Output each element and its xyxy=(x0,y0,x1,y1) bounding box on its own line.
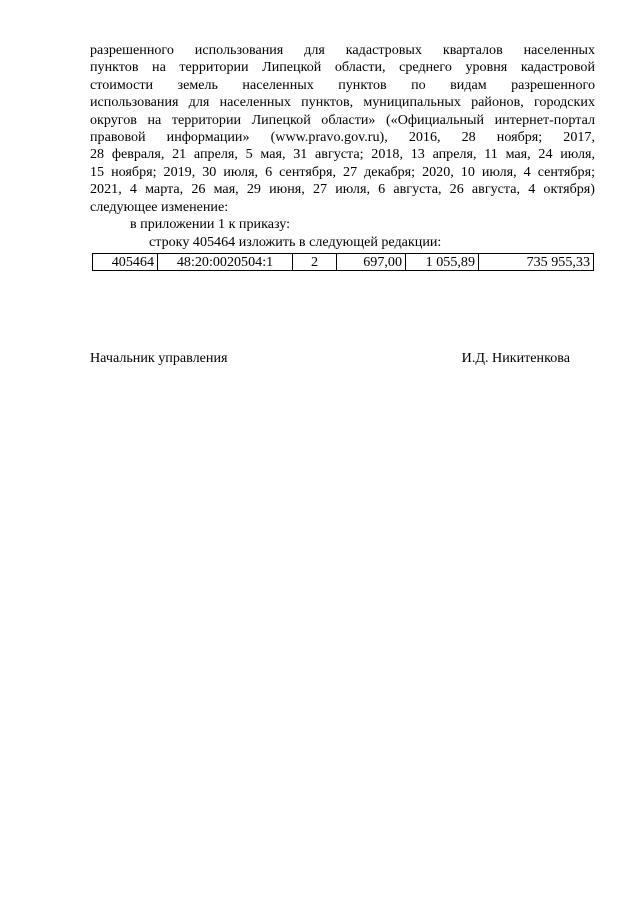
signature-position: Начальник управления xyxy=(90,350,228,366)
data-table xyxy=(92,253,594,271)
cell-value-b: 1 055,89 xyxy=(406,254,479,271)
paragraph-line: 2021, 4 марта, 26 мая, 29 июня, 27 июля, 6 августа, 26 августа, 4 октября) xyxy=(90,181,595,198)
row-instruction: строку 405464 изложить в следующей редакции: xyxy=(149,234,442,250)
main-paragraph xyxy=(90,42,595,216)
paragraph-line: использования для населенных пунктов, муниципальных районов, городских xyxy=(90,94,595,111)
cell-cadastral-number: 48:20:0020504:1 xyxy=(158,254,293,271)
cell-value-a: 697,00 xyxy=(337,254,406,271)
cell-id: 405464 xyxy=(93,254,158,271)
cell-group: 2 xyxy=(293,254,337,271)
paragraph-line: разрешенного использования для кадастровых кварталов населенных xyxy=(90,42,595,58)
paragraph-line: стоимости земель населенных пунктов по видам разрешенного xyxy=(90,76,595,93)
paragraph-line: следующее изменение: xyxy=(90,198,229,215)
paragraph-line: 28 февраля, 21 апреля, 5 мая, 31 августа; 2018, 13 апреля, 11 мая, 24 июля, xyxy=(90,146,595,163)
signature-name: И.Д. Никитенкова xyxy=(461,350,570,366)
paragraph-line: 15 ноября; 2019, 30 июля, 6 сентября, 27 декабря; 2020, 10 июля, 4 сентября; xyxy=(90,163,595,180)
cell-value-c: 735 955,33 xyxy=(479,254,594,271)
appendix-line: в приложении 1 к приказу: xyxy=(130,216,291,232)
paragraph-line: правовой информации» (www.pravo.gov.ru), 2016, 28 ноября; 2017, xyxy=(90,128,595,145)
paragraph-line: округов на территории Липецкой области» («Официальный интернет-портал xyxy=(90,111,595,128)
paragraph-line: пунктов на территории Липецкой области, среднего уровня кадастровой xyxy=(90,59,595,76)
table-row xyxy=(93,254,594,271)
